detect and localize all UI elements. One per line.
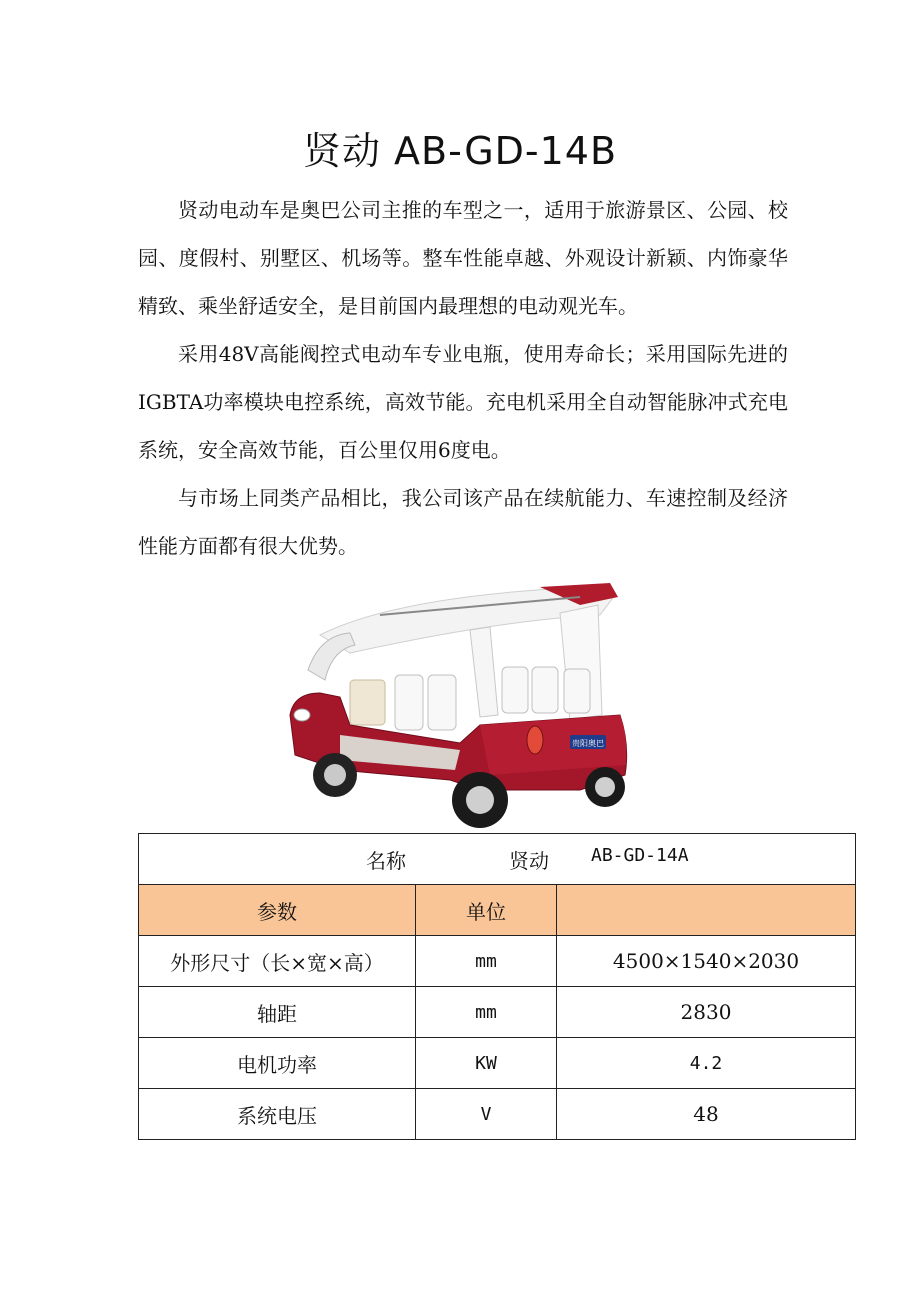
paragraph-text: 与市场上同类产品相比，我公司该产品在续航能力、车速控制及经济性能方面都有很大优势。	[138, 486, 788, 558]
unit-cell: mm	[416, 987, 557, 1038]
param-cell: 系统电压	[139, 1089, 416, 1140]
intro-paragraph	[138, 186, 788, 330]
table-row	[139, 1038, 856, 1089]
model-code: AB-GD-14A	[591, 844, 689, 866]
spec-table	[138, 833, 856, 1140]
param-cell: 外形尺寸（长×宽×高）	[139, 936, 416, 987]
table-header-row	[139, 885, 856, 936]
param-cell: 电机功率	[139, 1038, 416, 1089]
battery-paragraph	[138, 330, 788, 474]
value-cell: 2830	[557, 987, 856, 1038]
value-cell: 4.2	[557, 1038, 856, 1089]
document-title: 贤动 AB-GD-14B	[302, 129, 618, 173]
unit-cell: V	[416, 1089, 557, 1140]
electric-sightseeing-car-image	[280, 575, 630, 830]
value-cell: 48	[557, 1089, 856, 1140]
unit-cell: KW	[416, 1038, 557, 1089]
name-label: 名称	[366, 848, 406, 873]
name-cell	[139, 834, 856, 885]
param-cell: 轴距	[139, 987, 416, 1038]
header-param: 参数	[139, 885, 416, 936]
unit-cell: mm	[416, 936, 557, 987]
header-unit: 单位	[416, 885, 557, 936]
table-row	[139, 1089, 856, 1140]
plate-text: 贵阳奥巴	[572, 739, 604, 748]
value-cell: 4500×1540×2030	[557, 936, 856, 987]
paragraph-text: 采用48V高能阀控式电动车专业电瓶，使用寿命长；采用国际先进的IGBTA功率模块电控系统，高效节能。充电机采用全自动智能脉冲式充电系统，安全高效节能，百公里仅用6度电。	[138, 342, 788, 462]
table-row	[139, 987, 856, 1038]
table-row	[139, 936, 856, 987]
name-value: 贤动	[509, 848, 549, 873]
advantage-paragraph	[138, 474, 788, 570]
header-value	[557, 885, 856, 936]
paragraph-text: 贤动电动车是奥巴公司主推的车型之一，适用于旅游景区、公园、校园、度假村、别墅区、机场等。整车性能卓越、外观设计新颖、内饰豪华精致、乘坐舒适安全，是目前国内最理想的电动观光车。	[138, 198, 788, 318]
name-row	[139, 834, 856, 885]
